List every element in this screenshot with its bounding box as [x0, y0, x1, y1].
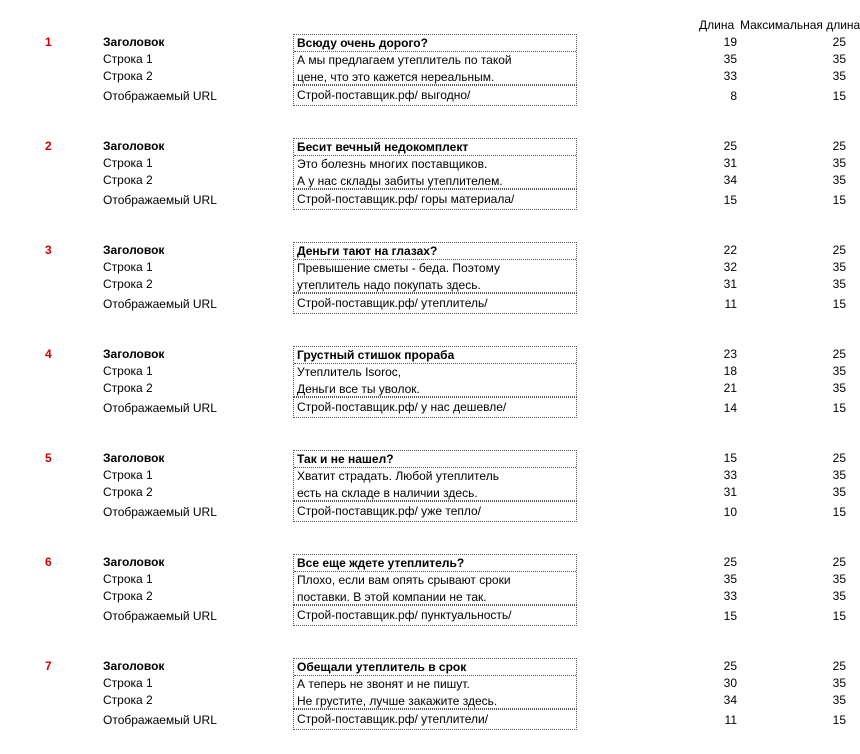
ad-block [0, 138, 849, 234]
ad-headline-text: Бесит вечный недокомплект [297, 140, 469, 154]
ad-line2-text: цене, что это кажется нереальным. [297, 70, 495, 84]
length-value: 10 [723, 505, 737, 519]
headline-separator [294, 571, 576, 572]
ad-line1-text: Превышение сметы - беда. Поэтому [297, 261, 500, 275]
display-url-box [293, 397, 577, 418]
row-label-line2: Строка 2 [103, 589, 153, 603]
length-value: 33 [723, 589, 737, 603]
row-label-url: Отображаемый URL [103, 505, 217, 519]
max-length-value: 15 [832, 89, 846, 103]
row-label-url: Отображаемый URL [103, 401, 217, 415]
length-value: 25 [723, 139, 737, 153]
length-value: 31 [723, 156, 737, 170]
max-length-value: 15 [832, 713, 846, 727]
ad-block [0, 450, 849, 546]
max-length-value: 35 [832, 156, 846, 170]
row-label-line2: Строка 2 [103, 173, 153, 187]
ad-block [0, 34, 849, 130]
max-length-value: 35 [832, 364, 846, 378]
ad-number: 4 [45, 347, 52, 361]
headline-separator [294, 467, 576, 468]
length-value: 33 [723, 69, 737, 83]
row-label-url: Отображаемый URL [103, 713, 217, 727]
ad-line2-text: утеплитель надо покупать здесь. [297, 278, 481, 292]
row-label-line2: Строка 2 [103, 69, 153, 83]
length-value: 34 [723, 173, 737, 187]
length-value: 25 [723, 659, 737, 673]
ad-number: 1 [45, 35, 52, 49]
display-url-text: Строй-поставщик.рф/ утеплитель/ [297, 296, 488, 310]
ad-number: 2 [45, 139, 52, 153]
column-header-length: Длина [699, 18, 735, 32]
ad-line2-text: есть на складе в наличии здесь. [297, 486, 478, 500]
ad-headline-text: Все еще ждете утеплитель? [297, 556, 465, 570]
ad-line1-text: Хватит страдать. Любой утеплитель [297, 469, 499, 483]
max-length-value: 35 [832, 260, 846, 274]
max-length-value: 35 [832, 69, 846, 83]
ad-number: 7 [45, 659, 52, 673]
display-url-text: Строй-поставщик.рф/ горы материала/ [297, 192, 515, 206]
length-value: 30 [723, 676, 737, 690]
ad-text-box [293, 346, 577, 397]
ad-text-box [293, 554, 577, 605]
row-label-line1: Строка 1 [103, 260, 153, 274]
ad-line1-text: А мы предлагаем утеплитель по такой [297, 53, 512, 67]
row-label-line1: Строка 1 [103, 52, 153, 66]
ad-block [0, 554, 849, 650]
max-length-value: 35 [832, 173, 846, 187]
column-header-max-length: Максимальная длина [740, 18, 860, 32]
max-length-value: 15 [832, 505, 846, 519]
row-label-headline: Заголовок [103, 659, 165, 673]
display-url-text: Строй-поставщик.рф/ у нас дешевле/ [297, 400, 507, 414]
ad-number: 3 [45, 243, 52, 257]
max-length-value: 35 [832, 485, 846, 499]
length-value: 25 [723, 555, 737, 569]
display-url-text: Строй-поставщик.рф/ выгодно/ [297, 88, 471, 102]
row-label-line1: Строка 1 [103, 676, 153, 690]
length-value: 8 [730, 89, 737, 103]
row-label-line1: Строка 1 [103, 364, 153, 378]
length-value: 23 [723, 347, 737, 361]
length-value: 22 [723, 243, 737, 257]
max-length-value: 35 [832, 589, 846, 603]
max-length-value: 35 [832, 381, 846, 395]
display-url-box [293, 293, 577, 314]
row-label-url: Отображаемый URL [103, 609, 217, 623]
max-length-value: 25 [832, 555, 846, 569]
row-label-line2: Строка 2 [103, 485, 153, 499]
max-length-value: 25 [832, 451, 846, 465]
headline-separator [294, 675, 576, 676]
length-value: 19 [723, 35, 737, 49]
ad-text-box [293, 34, 577, 85]
row-label-headline: Заголовок [103, 243, 165, 257]
row-label-line2: Строка 2 [103, 277, 153, 291]
max-length-value: 15 [832, 297, 846, 311]
ad-line2-text: поставки. В этой компании не так. [297, 590, 487, 604]
length-value: 34 [723, 693, 737, 707]
row-label-headline: Заголовок [103, 555, 165, 569]
max-length-value: 35 [832, 693, 846, 707]
ad-line2-text: А у нас склады забиты утеплителем. [297, 174, 503, 188]
max-length-value: 35 [832, 468, 846, 482]
row-label-headline: Заголовок [103, 347, 165, 361]
ad-line2-text: Не грустите, лучше закажите здесь. [297, 694, 498, 708]
ad-headline-text: Обещали утеплитель в срок [297, 660, 467, 674]
ad-number: 5 [45, 451, 52, 465]
row-label-headline: Заголовок [103, 35, 165, 49]
max-length-value: 25 [832, 659, 846, 673]
headline-separator [294, 51, 576, 52]
row-label-url: Отображаемый URL [103, 297, 217, 311]
ad-block [0, 242, 849, 338]
row-label-line1: Строка 1 [103, 572, 153, 586]
max-length-value: 25 [832, 139, 846, 153]
display-url-box [293, 709, 577, 730]
ad-line1-text: Плохо, если вам опять срывают сроки [297, 573, 511, 587]
display-url-box [293, 605, 577, 626]
display-url-box [293, 501, 577, 522]
ad-line1-text: Утеплитель Isoroc, [297, 365, 402, 379]
max-length-value: 25 [832, 347, 846, 361]
ad-text-box [293, 138, 577, 189]
length-value: 15 [723, 451, 737, 465]
display-url-text: Строй-поставщик.рф/ утеплители/ [297, 712, 489, 726]
length-value: 31 [723, 277, 737, 291]
ad-headline-text: Деньги тают на глазах? [297, 244, 438, 258]
length-value: 18 [723, 364, 737, 378]
ad-line1-text: А теперь не звонят и не пишут. [297, 677, 470, 691]
max-length-value: 35 [832, 52, 846, 66]
ad-headline-text: Так и не нашел? [297, 452, 394, 466]
headline-separator [294, 155, 576, 156]
length-value: 32 [723, 260, 737, 274]
max-length-value: 15 [832, 193, 846, 207]
length-value: 31 [723, 485, 737, 499]
length-value: 35 [723, 572, 737, 586]
headline-separator [294, 363, 576, 364]
length-value: 11 [724, 297, 737, 311]
max-length-value: 35 [832, 676, 846, 690]
headline-separator [294, 259, 576, 260]
length-value: 11 [724, 713, 737, 727]
row-label-url: Отображаемый URL [103, 193, 217, 207]
max-length-value: 35 [832, 572, 846, 586]
row-label-line1: Строка 1 [103, 156, 153, 170]
max-length-value: 15 [832, 609, 846, 623]
ad-line1-text: Это болезнь многих поставщиков. [297, 157, 488, 171]
display-url-text: Строй-поставщик.рф/ пунктуальность/ [297, 608, 512, 622]
row-label-line1: Строка 1 [103, 468, 153, 482]
display-url-text: Строй-поставщик.рф/ уже тепло/ [297, 504, 482, 518]
ad-number: 6 [45, 555, 52, 569]
row-label-line2: Строка 2 [103, 381, 153, 395]
ad-block [0, 346, 849, 442]
length-value: 35 [723, 52, 737, 66]
ad-headline-text: Грустный стишок прораба [297, 348, 455, 362]
ad-headline-text: Всюду очень дорого? [297, 36, 428, 50]
ad-text-box [293, 658, 577, 709]
display-url-box [293, 189, 577, 210]
max-length-value: 15 [832, 401, 846, 415]
display-url-box [293, 85, 577, 106]
max-length-value: 25 [832, 35, 846, 49]
max-length-value: 35 [832, 277, 846, 291]
ad-text-box [293, 242, 577, 293]
length-value: 15 [723, 609, 737, 623]
length-value: 15 [723, 193, 737, 207]
ad-line2-text: Деньги все ты уволок. [297, 382, 420, 396]
length-value: 33 [723, 468, 737, 482]
row-label-line2: Строка 2 [103, 693, 153, 707]
max-length-value: 25 [832, 243, 846, 257]
row-label-headline: Заголовок [103, 451, 165, 465]
ad-text-box [293, 450, 577, 501]
length-value: 14 [723, 401, 737, 415]
length-value: 21 [723, 381, 737, 395]
row-label-headline: Заголовок [103, 139, 165, 153]
row-label-url: Отображаемый URL [103, 89, 217, 103]
ad-block [0, 658, 849, 754]
